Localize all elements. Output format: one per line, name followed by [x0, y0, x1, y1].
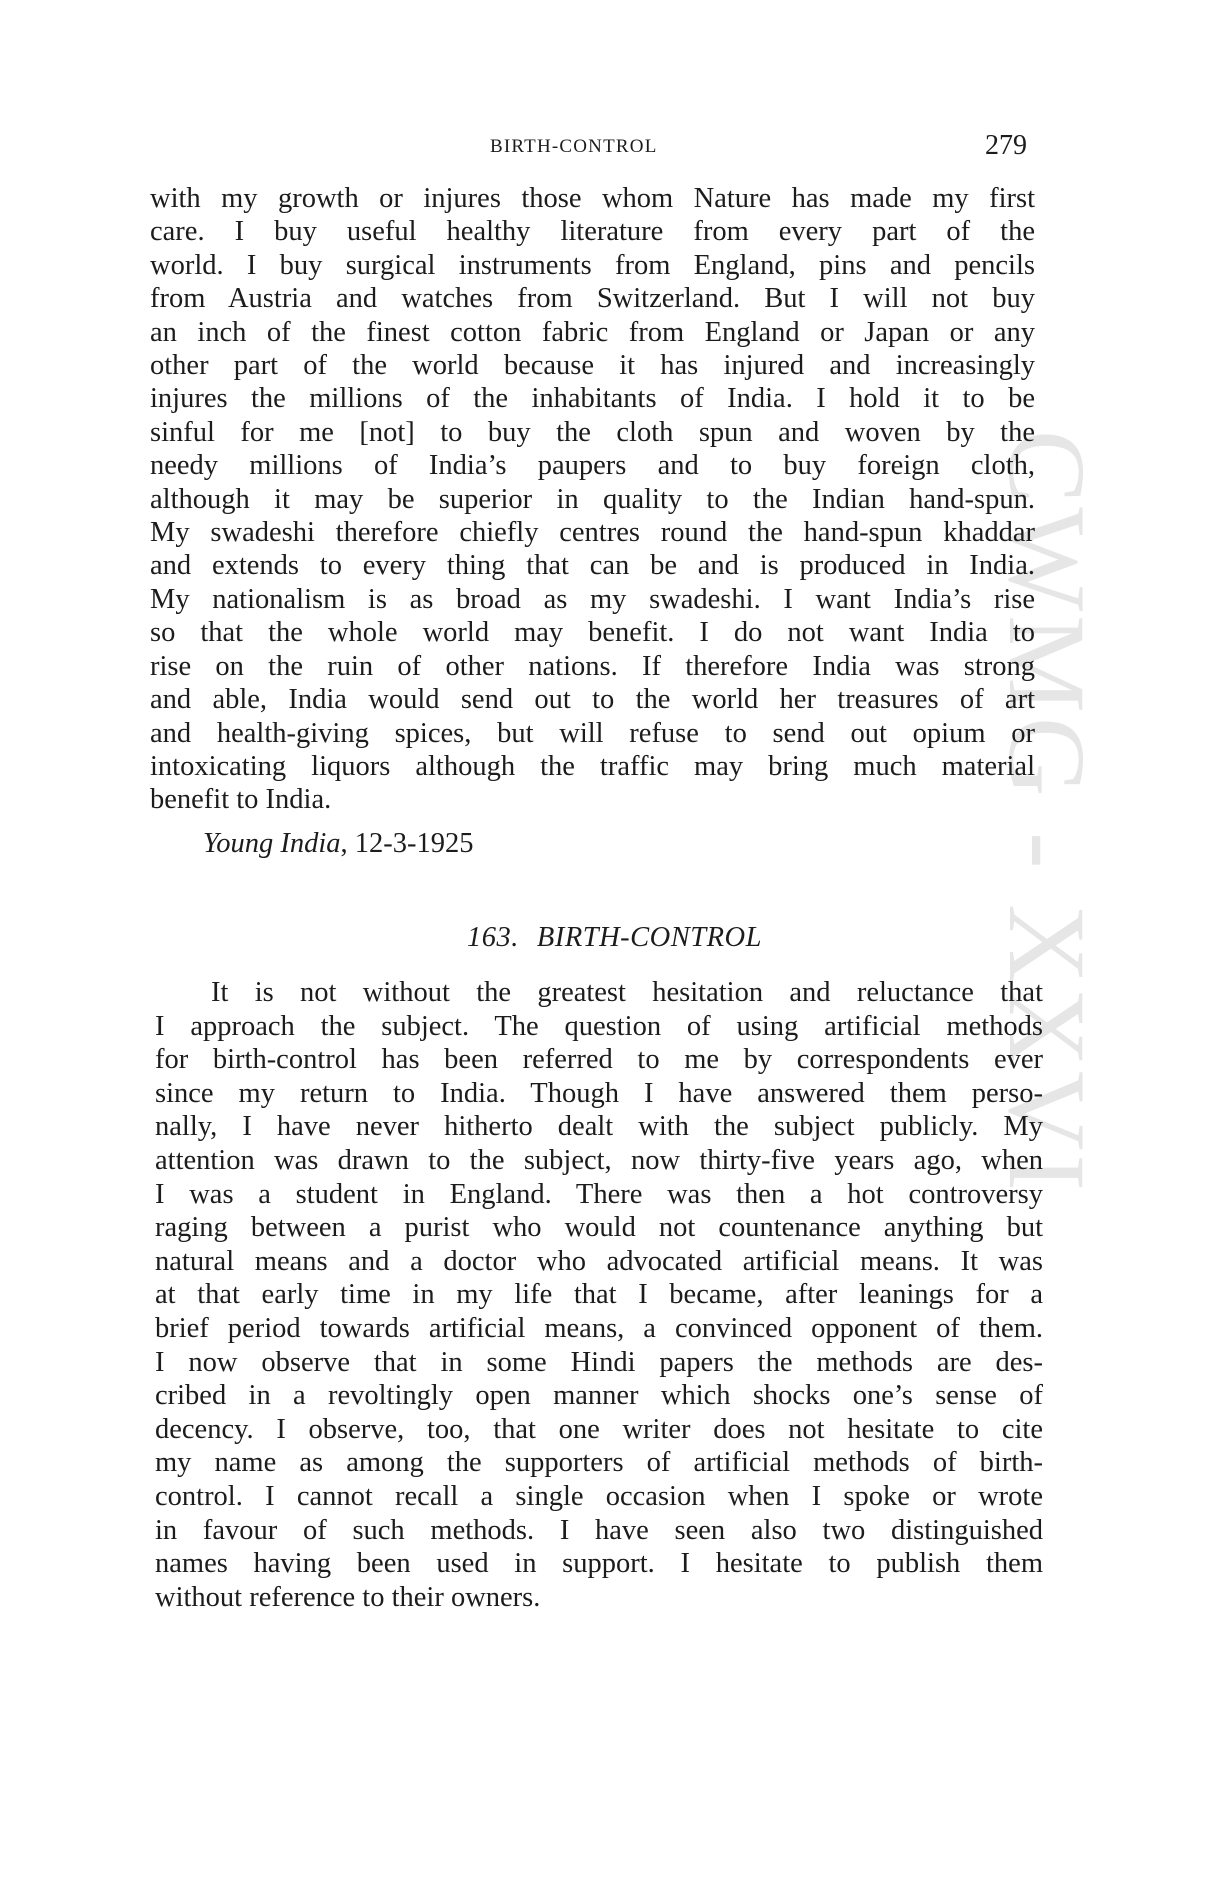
text-line: an inch of the finest cotton fabric from England or Japan or any: [150, 316, 1035, 348]
text-line: for birth-control has been referred to me by correspondents ever: [155, 1044, 1043, 1076]
section-title: BIRTH-CONTROL: [536, 922, 762, 953]
text-line: raging between a purist who would not countenance anything but: [155, 1212, 1043, 1244]
text-line: in favour of such methods. I have seen also two distinguished: [155, 1514, 1043, 1546]
text-line: with my growth or injures those whom Nature has made my first: [150, 183, 1035, 214]
running-head: BIRTH-CONTROL: [490, 136, 658, 157]
text-line: intoxicating liquors although the traffic may bring much material: [150, 750, 1035, 782]
text-line: needy millions of India’s paupers and to buy foreign cloth,: [150, 450, 1035, 482]
text-line: I now observe that in some Hindi papers the methods are des-: [155, 1346, 1043, 1378]
continuation-paragraph: [150, 182, 1035, 817]
text-line: cribed in a revoltingly open manner which shocks one’s sense of: [155, 1380, 1043, 1412]
text-line: so that the whole world may benefit. I do not want India to: [150, 617, 1035, 649]
text-line: nally, I have never hitherto dealt with the subject publicly. My: [155, 1111, 1043, 1143]
text-line: my name as among the supporters of artificial methods of birth-: [155, 1447, 1043, 1479]
text-line: without reference to their owners.: [155, 1581, 541, 1613]
text-line: other part of the world because it has injured and increasingly: [150, 350, 1035, 382]
source-citation: [203, 828, 474, 860]
section-paragraph: [155, 976, 1043, 1614]
text-line: control. I cannot recall a single occasion when I spoke or wrote: [155, 1480, 1043, 1512]
text-line: benefit to India.: [150, 784, 332, 816]
text-line: rise on the ruin of other nations. If therefore India was strong: [150, 650, 1035, 682]
text-line: decency. I observe, too, that one writer does not hesitate to cite: [155, 1413, 1043, 1445]
citation-publication: Young India: [203, 828, 341, 859]
text-line: and health-giving spices, but will refuse to send out opium or: [150, 717, 1035, 749]
text-line: although it may be superior in quality to the Indian hand-spun.: [150, 483, 1035, 515]
text-line: at that early time in my life that I became, after leanings for a: [155, 1279, 1043, 1311]
text-line: care. I buy useful healthy literature from every part of the: [150, 216, 1035, 248]
text-line: injures the millions of the inhabitants of India. I hold it to be: [150, 383, 1035, 415]
text-line: since my return to India. Though I have answered them perso-: [155, 1077, 1043, 1109]
page-number: 279: [985, 130, 1027, 161]
watermark-text: CWMG - XXVI: [986, 430, 1108, 1196]
text-line: and extends to every thing that can be and is produced in India.: [150, 550, 1035, 582]
text-line: I was a student in England. There was then a hot controversy: [155, 1178, 1043, 1210]
section-heading: [0, 922, 1229, 954]
text-line: My swadeshi therefore chiefly centres round the hand-spun khaddar: [150, 517, 1035, 549]
text-line: from Austria and watches from Switzerland. But I will not buy: [150, 283, 1035, 315]
text-line: and able, India would send out to the world her treasures of art: [150, 684, 1035, 716]
text-line: natural means and a doctor who advocated artificial means. It was: [155, 1245, 1043, 1277]
text-line: brief period towards artificial means, a convinced opponent of them.: [155, 1312, 1043, 1344]
text-line: It is not without the greatest hesitation and reluctance that: [211, 977, 1043, 1008]
text-line: world. I buy surgical instruments from England, pins and pencils: [150, 249, 1035, 281]
text-line: names having been used in support. I hesitate to publish them: [155, 1548, 1043, 1580]
text-line: I approach the subject. The question of using artificial methods: [155, 1010, 1043, 1042]
text-line: My nationalism is as broad as my swadeshi. I want India’s rise: [150, 583, 1035, 615]
text-line: attention was drawn to the subject, now thirty-five years ago, when: [155, 1144, 1043, 1176]
citation-date: , 12-3-1925: [340, 828, 474, 859]
text-line: sinful for me [not] to buy the cloth spun and woven by the: [150, 416, 1035, 448]
section-number: 163.: [467, 922, 519, 953]
